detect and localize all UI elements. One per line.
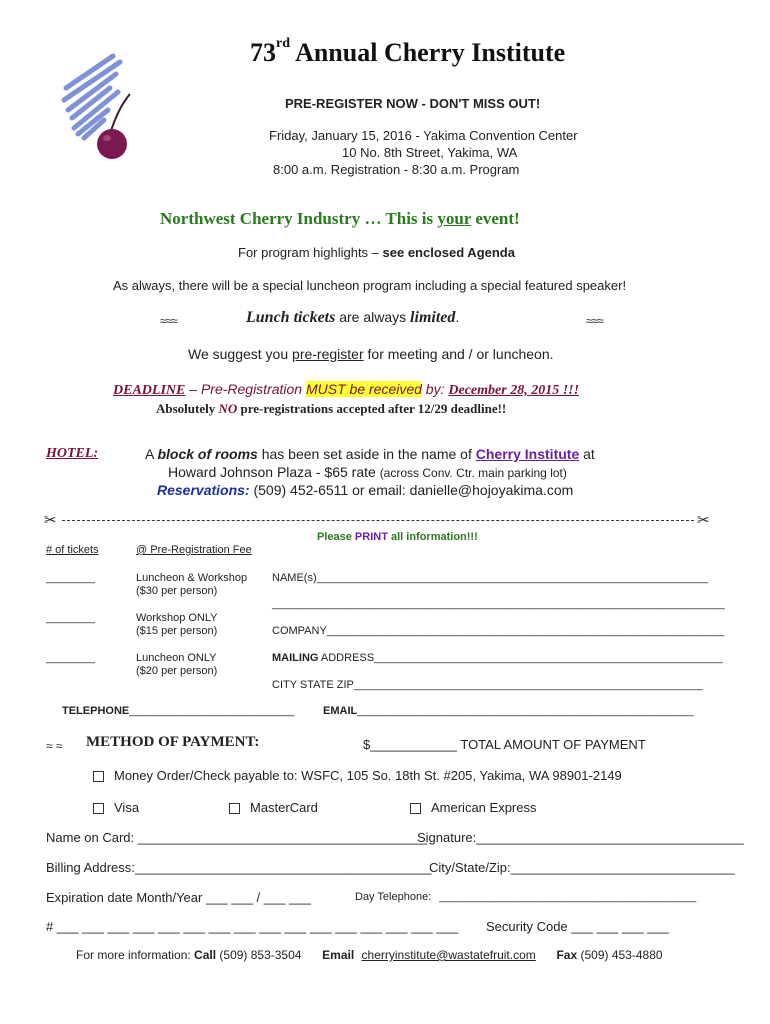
- page-title: 73rd Annual Cherry Institute: [250, 36, 566, 67]
- deadline-note: Absolutely NO pre-registrations accepted after 12/29 deadline!!: [156, 401, 507, 416]
- name-on-card-field[interactable]: Name on Card: ________________________________________: [46, 830, 427, 845]
- hotel-label: HOTEL:: [46, 446, 99, 461]
- checkbox[interactable]: [229, 803, 240, 814]
- wave-right-icon: ≈≈≈: [586, 314, 603, 328]
- cut-line: [62, 520, 694, 521]
- mailing-address-field[interactable]: MAILING ADDRESS_________________________________________________________: [272, 652, 723, 664]
- option-luncheon-workshop: Luncheon & Workshop ($30 per person): [136, 572, 248, 597]
- wave-left-icon: ≈≈≈: [160, 314, 177, 328]
- cherry-logo: [58, 48, 148, 163]
- fee-column-header: @ Pre-Registration Fee: [136, 544, 252, 556]
- total-amount-field[interactable]: $____________ TOTAL AMOUNT OF PAYMENT: [363, 737, 646, 752]
- ticket-qty-input[interactable]: ________: [46, 572, 95, 584]
- print-notice: Please PRINT all information!!!: [317, 531, 478, 543]
- ticket-qty-input[interactable]: ________: [46, 652, 95, 664]
- billing-address-field[interactable]: Billing Address:_________________________________________: [46, 860, 432, 875]
- company-field[interactable]: COMPANY_________________________________________________________________: [272, 625, 725, 637]
- payment-method-title: METHOD OF PAYMENT:: [86, 734, 260, 750]
- card-number-field[interactable]: # ___ ___ ___ ___ ___ ___ ___ ___ ___ ___ ___ ___ ___ ___ ___ ___: [46, 919, 459, 934]
- preregister-heading: PRE-REGISTER NOW - DON'T MISS OUT!: [285, 96, 541, 111]
- scissors-right-icon: ✂: [697, 512, 710, 529]
- option-workshop-only: Workshop ONLY ($15 per person): [136, 612, 218, 637]
- checkbox[interactable]: [93, 803, 104, 814]
- city-state-zip-field[interactable]: CITY STATE ZIP_________________________________________________________: [272, 679, 703, 691]
- email-link[interactable]: cherryinstitute@wastatefruit.com: [361, 948, 536, 962]
- money-order-option[interactable]: Money Order/Check payable to: WSFC, 105 So. 18th St. #205, Yakima, WA 98901-2149: [93, 767, 622, 784]
- telephone-field[interactable]: TELEPHONE___________________________: [62, 705, 295, 717]
- event-date: Friday, January 15, 2016 - Yakima Convention Center: [269, 128, 578, 143]
- city-state-zip-billing-field[interactable]: City/State/Zip:_______________________________: [429, 860, 735, 875]
- security-code-field[interactable]: Security Code ___ ___ ___ ___: [486, 919, 669, 934]
- checkbox[interactable]: [93, 771, 104, 782]
- hotel-rate-line: Howard Johnson Plaza - $65 rate (across Conv. Ctr. main parking lot): [168, 464, 567, 480]
- event-address: 10 No. 8th Street, Yakima, WA: [342, 145, 518, 160]
- mastercard-option[interactable]: MasterCard: [229, 799, 318, 816]
- program-highlights: For program highlights – see enclosed Agenda: [238, 245, 515, 260]
- event-time: 8:00 a.m. Registration - 8:30 a.m. Program: [273, 162, 520, 177]
- visa-option[interactable]: Visa: [93, 799, 139, 816]
- industry-headline: Northwest Cherry Industry … This is your event!: [160, 209, 520, 228]
- option-luncheon-only: Luncheon ONLY ($20 per person): [136, 652, 218, 677]
- names-field[interactable]: NAME(s)________________________________________________________________: [272, 572, 709, 584]
- names-field-line2[interactable]: __________________________________________________________________________: [272, 598, 725, 610]
- contact-footer: For more information: Call (509) 853-3504 Email cherryinstitute@wastatefruit.com Fax (509) 453-4880: [76, 948, 663, 962]
- lunch-tickets-note: Lunch tickets are always limited.: [246, 309, 460, 326]
- hotel-block-line: A block of rooms has been set aside in the name of Cherry Institute at: [145, 446, 595, 462]
- deadline-line: DEADLINE – Pre-Registration MUST be received by: December 28, 2015 !!!: [113, 381, 580, 398]
- checkbox[interactable]: [410, 803, 421, 814]
- luncheon-note: As always, there will be a special luncheon program including a special featured speaker!: [113, 278, 627, 293]
- ticket-qty-input[interactable]: ________: [46, 612, 95, 624]
- hotel-reservations-line: Reservations: (509) 452-6511 or email: danielle@hojoyakima.com: [157, 482, 574, 498]
- signature-field[interactable]: Signature:_____________________________________: [417, 830, 744, 845]
- amex-option[interactable]: American Express: [410, 799, 536, 816]
- tickets-column-header: # of tickets: [46, 544, 99, 556]
- scissors-left-icon: ✂: [44, 512, 57, 529]
- email-field[interactable]: EMAIL_______________________________________________________: [323, 705, 694, 717]
- expiration-field[interactable]: Expiration date Month/Year ___ ___ / ___ ___: [46, 890, 311, 905]
- preregister-suggestion: We suggest you pre-register for meeting and / or luncheon.: [188, 346, 554, 362]
- day-telephone-field[interactable]: Day Telephone: __________________________________________: [355, 891, 697, 903]
- payment-wave-icon: ≈ ≈: [46, 739, 63, 753]
